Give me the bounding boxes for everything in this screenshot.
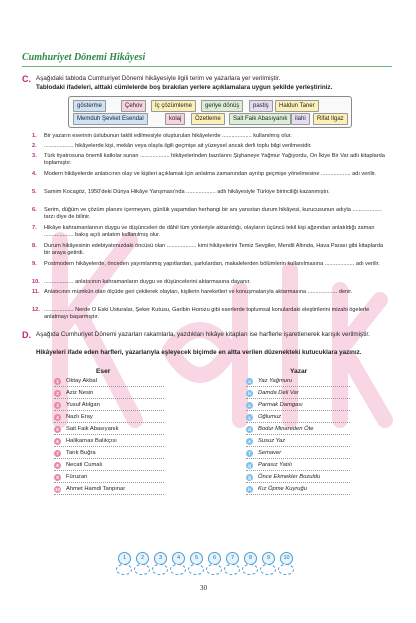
term-cell: Memduh Şevket Esendal bbox=[73, 113, 148, 125]
term-cell: Özetleme bbox=[191, 113, 225, 125]
answer-number: 8 bbox=[244, 552, 257, 565]
eser-row: 6 Halikarnas Balıkçısı bbox=[54, 437, 164, 447]
eser-column-header: Eser bbox=[96, 368, 111, 375]
answer-box-5[interactable] bbox=[188, 564, 204, 575]
answer-box-4[interactable] bbox=[170, 564, 186, 575]
eser-row: 4 Nazlı Eray bbox=[54, 413, 164, 423]
page-header-title: Cumhuriyet Dönemi Hikâyesi bbox=[22, 52, 146, 63]
eser-row: 1 Oktay Akbal bbox=[54, 377, 164, 387]
page-number: 30 bbox=[200, 584, 207, 592]
yazar-row: e Susuz Yaz bbox=[246, 437, 350, 447]
answer-number: 2 bbox=[136, 552, 149, 565]
answer-box-8[interactable] bbox=[242, 564, 258, 575]
term-cell: gösterme bbox=[73, 100, 106, 112]
answer-number: 5 bbox=[190, 552, 203, 565]
yazar-row: ğ Önce Ekmekler Bozuldu bbox=[246, 473, 350, 483]
answer-box-6[interactable] bbox=[206, 564, 222, 575]
answer-number: 3 bbox=[154, 552, 167, 565]
answer-box-9[interactable] bbox=[260, 564, 276, 575]
answer-number: 9 bbox=[262, 552, 275, 565]
term-cell: Haldun Taner bbox=[275, 100, 319, 112]
yazar-row: f Semaver bbox=[246, 449, 350, 459]
term-cell: pastiş bbox=[249, 100, 273, 112]
eser-row: 2 Aziz Nesin bbox=[54, 389, 164, 399]
answer-number: 10 bbox=[280, 552, 293, 565]
eser-row: 5 Sait Faik Abasıyanık bbox=[54, 425, 164, 435]
yazar-row: d Bodur Minareden Öte bbox=[246, 425, 350, 435]
answer-box-1[interactable] bbox=[116, 564, 132, 575]
answer-number: 6 bbox=[208, 552, 221, 565]
answer-number: 1 bbox=[118, 552, 131, 565]
answer-box-10[interactable] bbox=[278, 564, 294, 575]
eser-row: 3 Yusuf Atılgan bbox=[54, 401, 164, 411]
answer-number: 4 bbox=[172, 552, 185, 565]
eser-row: 10 Ahmet Hamdi Tanpınar bbox=[54, 485, 164, 495]
section-c-letter: C. bbox=[22, 74, 31, 84]
term-cell: geriye dönüş bbox=[201, 100, 243, 112]
section-c-intro: Aşağıdaki tabloda Cumhuriyet Dönemi hikâyesiyle ilgili terim ve yazarlara yer verilmiştir. bbox=[36, 75, 281, 82]
section-d-letter: D. bbox=[22, 330, 31, 340]
term-table bbox=[68, 96, 352, 128]
term-cell: kolaj bbox=[165, 113, 185, 125]
eser-row: 9 Füruzan bbox=[54, 473, 164, 483]
section-d-intro: Aşağıda Cumhuriyet Dönemi yazarları rakamlarla, yazdıkları hikâye kitapları ise harflerle işaretlenerek karışık verilmiştir. bbox=[36, 331, 370, 338]
section-c-instruction: Tablodaki ifadeleri, alttaki cümlelerde boş bırakılan yerlere açıklamalara uygun şekilde yerleştiriniz. bbox=[36, 84, 333, 91]
answer-box-2[interactable] bbox=[134, 564, 150, 575]
yazar-column-header: Yazar bbox=[290, 368, 308, 375]
document-page: Cumhuriyet Dönemi Hikâyesi C. Aşağıdaki tabloda Cumhuriyet Dönemi hikâyesiyle ilgili terim ve yazarlara yer verilmiştir. Tablodaki ifadeleri, alttaki cümlelerde boş bırakılan yerlere açıklamalara uygun şekilde yerleştiriniz. gösterme Çehov İç çözümleme geriye dönüş pastiş Haldun Taner Memduh Şevket Esendal kolaj Özetleme Sait Faik Abasıyanık ilahi Rifat Ilgaz 1. Bir yazarın eserinin üslubunun taklit edilmesiyle oluşturulan hikâyelerde ................... kullanılmış olur. 2. ................... hikâyelerde kişi, mekân veya olayla ilgili geçmişe ait yüzeysel ancak derli toplu bilgi verilmesidir. 3. Türk tiyatrosuna önemli katkılar sunan ................... hikâyelerinden bazılarını Şişhaneye Yağmur Yağıyordu, On İkiye Bir Var adlı kitaplarda toplamıştır. 4. Modern hikâyelerde anlatıcının olay ve kişileri açıklamak için anlatma zamanından ayrılıp geçmişe yönelmesine ................... adı verilir. 5. Samim Kocagöz, 1950'deki Dünya Hikâye Yarışması'nda ................... adlı hikâyesiyle Türkiye birinciliği kazanmıştır. 6. Serim, düğüm ve çözüm planını içermeyen, günlük yaşamdan herhangi bir anı yansıtan durum hikâyesi, kurucusunun adıyla ................... tarzı diye de bilinir. 7. Hikâye kahramanlarının duygu ve düşünceleri de dâhil tüm yönleriyle aktarıldığı, olayların üçüncü tekil kişi ağzından anlatıldığı zaman ................... bakış açılı anlatım kullanılmış olur. 8. Durum hikâyesinin edebiyatımızdaki öncüsü olan ................... kimi hikâyelerini Temiz Sevgiler, Mendil Altında, Hava Parası gibi kitaplarda bir araya getirdi. 9. Postmodern hikâyelerde, önceden yayımlanmış yapıtlardan, şarkılardan, makalelerden bölümlerin kullanılmasına ................... adı verilir. 10. ................... anlatıcının kahramanların duygu ve düşüncelerini aktarmasına dayanır. 11. Anlatıcının mümkün olan ölçüde geri çekilerek olayları, kişilerin hareketleri ve konuşmalarıyla aktarmasına ................... denir. 12. ................... Nerde O Eski Usturalar, Şeker Kutusu, Garibin Horozu gibi eserlerde toplumsal konulardaki eleştirilerini mizahi ögelerle anlatmayı başarmıştır. D. Aşağıda Cumhuriyet Dönemi yazarları rakamlarla, yazdıkları hikâye kitapları ise harflerle işaretlenerek karışık verilmiştir. Hikâyeleri ifade eden harfleri, yazarlarıyla eşleyecek biçimde en altta verilen düzenekteki kutucuklara yazınız. Eser Yazar 1 Oktay Akbal 2 Aziz Nesin 3 Yusuf Atılgan 4 Nazlı Eray 5 Sait Faik Abasıyanık 6 Halikarnas Balıkçısı 7 Tarık Buğra 8 Necati Cumalı 9 Füruzan 10 Ahmet Hamdi Tanpınar a Yaz Yağmuru b Damda Deli Var c Parmak Damgası ç Oğlumuz d Bodur Minareden Öte e Susuz Yaz f Semaver g Parasız Yatılı ğ Önce Ekmekler Bozuldu h Kız Öpme Kuyruğu 1 2 3 4 5 6 7 8 9 10 30 bbox=[0, 0, 416, 623]
yazar-row: ç Oğlumuz bbox=[246, 413, 350, 423]
yazar-row: b Damda Deli Var bbox=[246, 389, 350, 399]
yazar-row: h Kız Öpme Kuyruğu bbox=[246, 485, 350, 495]
term-cell: Rifat Ilgaz bbox=[313, 113, 348, 125]
answer-box-3[interactable] bbox=[152, 564, 168, 575]
answer-box-7[interactable] bbox=[224, 564, 240, 575]
term-cell: ilahi bbox=[291, 113, 310, 125]
eser-row: 8 Necati Cumalı bbox=[54, 461, 164, 471]
term-cell: Sait Faik Abasıyanık bbox=[229, 113, 291, 125]
yazar-row: c Parmak Damgası bbox=[246, 401, 350, 411]
eser-row: 7 Tarık Buğra bbox=[54, 449, 164, 459]
section-d-instruction: Hikâyeleri ifade eden harfleri, yazarlarıyla eşleyecek biçimde en altta verilen düzenekteki kutucuklara yazınız. bbox=[36, 349, 362, 356]
yazar-row: a Yaz Yağmuru bbox=[246, 377, 350, 387]
term-cell: İç çözümleme bbox=[151, 100, 196, 112]
answer-number: 7 bbox=[226, 552, 239, 565]
header-divider bbox=[22, 66, 392, 67]
yazar-row: g Parasız Yatılı bbox=[246, 461, 350, 471]
term-cell: Çehov bbox=[121, 100, 146, 112]
